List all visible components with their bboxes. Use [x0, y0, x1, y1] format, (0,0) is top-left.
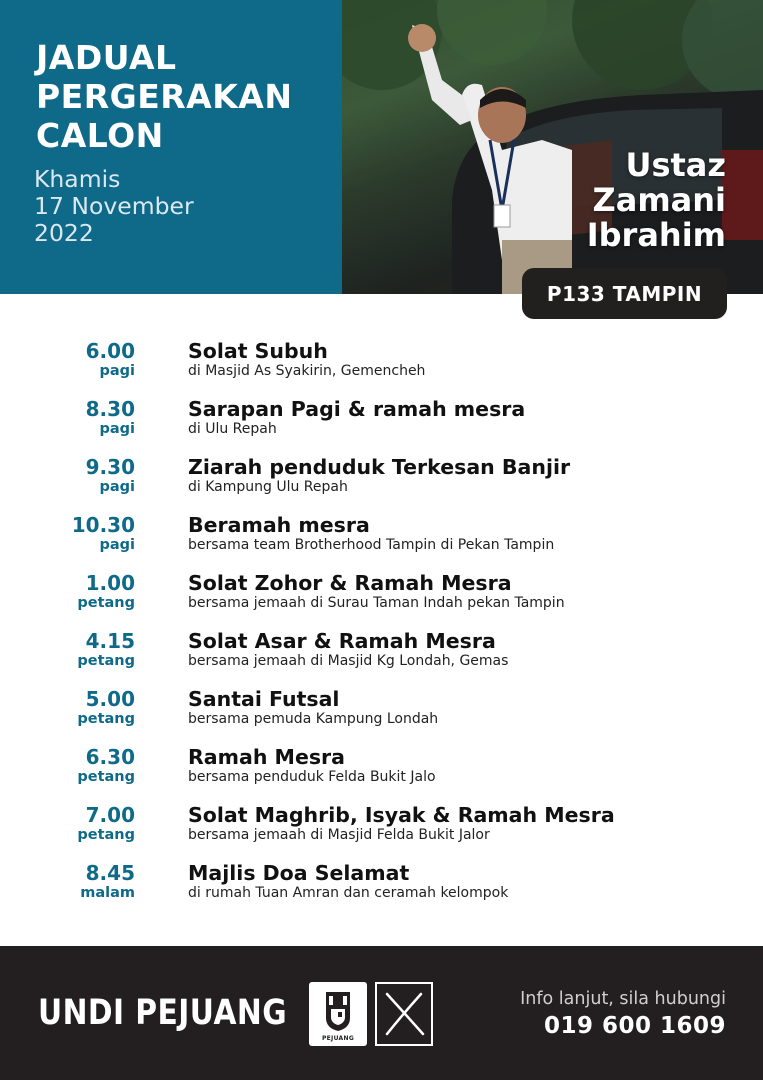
candidate-name: [587, 148, 726, 253]
schedule-item: [0, 512, 763, 570]
schedule-event: [188, 746, 436, 786]
schedule-event: [188, 514, 554, 554]
time-value: 7.00: [85, 803, 135, 827]
event-detail: bersama jemaah di Masjid Felda Bukit Jalor: [188, 827, 490, 843]
contact-label: Info lanjut, sila hubungi: [520, 989, 726, 1009]
title-panel: [0, 0, 342, 294]
schedule-item: [0, 744, 763, 802]
schedule-time: [86, 456, 135, 496]
schedule-event: [188, 804, 615, 844]
event-detail: bersama team Brotherhood Tampin di Pekan Tampin: [188, 537, 555, 553]
schedule-item: [0, 686, 763, 744]
time-period: pagi: [99, 537, 135, 553]
event-detail: di rumah Tuan Amran dan ceramah kelompok: [188, 885, 509, 901]
time-value: 6.00: [85, 339, 135, 363]
header: [0, 0, 763, 306]
schedule-item: [0, 454, 763, 512]
time-period: petang: [77, 595, 135, 611]
schedule-time: [77, 746, 135, 786]
time-value: 10.30: [71, 513, 135, 537]
event-title: Ziarah penduduk Terkesan Banjir: [188, 455, 571, 479]
schedule-time: [86, 398, 135, 438]
schedule-time: [86, 340, 135, 380]
candidate-name-line: Zamani: [592, 181, 726, 219]
schedule-time: [77, 804, 135, 844]
schedule-time: [77, 572, 135, 612]
contact-phone: 019 600 1609: [543, 1013, 726, 1039]
party-logo: [309, 982, 367, 1046]
event-title: Ramah Mesra: [188, 745, 345, 769]
event-detail: bersama pemuda Kampung Londah: [188, 711, 439, 727]
date-line: Khamis: [34, 165, 121, 193]
schedule-time: [80, 862, 135, 902]
event-title: Solat Maghrib, Isyak & Ramah Mesra: [188, 803, 615, 827]
time-period: petang: [77, 827, 135, 843]
time-value: 6.30: [85, 745, 135, 769]
vote-cross-box: [375, 982, 433, 1046]
date-line: 17 November: [34, 192, 194, 220]
schedule-time: [72, 514, 135, 554]
event-title: Solat Subuh: [188, 339, 328, 363]
schedule-event: [188, 572, 565, 612]
time-value: 8.45: [85, 861, 135, 885]
schedule-item: [0, 570, 763, 628]
constituency-badge: P133 TAMPIN: [522, 268, 727, 319]
date-line: 2022: [34, 219, 94, 247]
event-detail: bersama penduduk Felda Bukit Jalo: [188, 769, 436, 785]
schedule-event: [188, 630, 508, 670]
time-period: petang: [77, 711, 135, 727]
event-detail: di Masjid As Syakirin, Gemencheh: [188, 363, 426, 379]
time-value: 9.30: [85, 455, 135, 479]
time-period: malam: [80, 885, 135, 901]
event-detail: di Kampung Ulu Repah: [188, 479, 348, 495]
schedule-time: [77, 688, 135, 728]
time-value: 5.00: [85, 687, 135, 711]
time-period: petang: [77, 653, 135, 669]
schedule-item: [0, 860, 763, 918]
slogan: UNDI PEJUANG: [38, 993, 288, 1033]
time-period: pagi: [99, 363, 135, 379]
schedule-item: [0, 338, 763, 396]
time-value: 4.15: [85, 629, 135, 653]
event-title: Sarapan Pagi & ramah mesra: [188, 397, 526, 421]
candidate-photo: [342, 0, 763, 294]
event-title: Beramah mesra: [188, 513, 370, 537]
title-line: PERGERAKAN: [36, 77, 293, 116]
event-detail: bersama jemaah di Masjid Kg Londah, Gemas: [188, 653, 509, 669]
party-logo-text: PEJUANG: [321, 1035, 355, 1042]
time-period: pagi: [99, 479, 135, 495]
page-title: [36, 38, 292, 155]
event-title: Santai Futsal: [188, 687, 340, 711]
event-title: Solat Asar & Ramah Mesra: [188, 629, 496, 653]
footer: [0, 946, 763, 1080]
event-title: Solat Zohor & Ramah Mesra: [188, 571, 512, 595]
event-title: Majlis Doa Selamat: [188, 861, 410, 885]
schedule-event: [188, 398, 525, 438]
time-value: 8.30: [85, 397, 135, 421]
schedule-event: [188, 862, 508, 902]
candidate-name-line: Ustaz: [625, 146, 726, 184]
event-detail: di Ulu Repah: [188, 421, 277, 437]
schedule-event: [188, 340, 425, 380]
schedule-item: [0, 628, 763, 686]
cross-mark-icon: [377, 984, 431, 1044]
time-period: pagi: [99, 421, 135, 437]
title-line: CALON: [36, 116, 164, 155]
event-date: [34, 166, 194, 247]
time-period: petang: [77, 769, 135, 785]
schedule-item: [0, 802, 763, 860]
schedule-time: [77, 630, 135, 670]
title-line: JADUAL: [36, 38, 177, 77]
schedule-event: [188, 688, 438, 728]
candidate-name-line: Ibrahim: [586, 216, 726, 254]
schedule-event: [188, 456, 570, 496]
time-value: 1.00: [85, 571, 135, 595]
contact-info: [520, 988, 726, 1042]
schedule-item: [0, 396, 763, 454]
event-detail: bersama jemaah di Surau Taman Indah pekan Tampin: [188, 595, 565, 611]
